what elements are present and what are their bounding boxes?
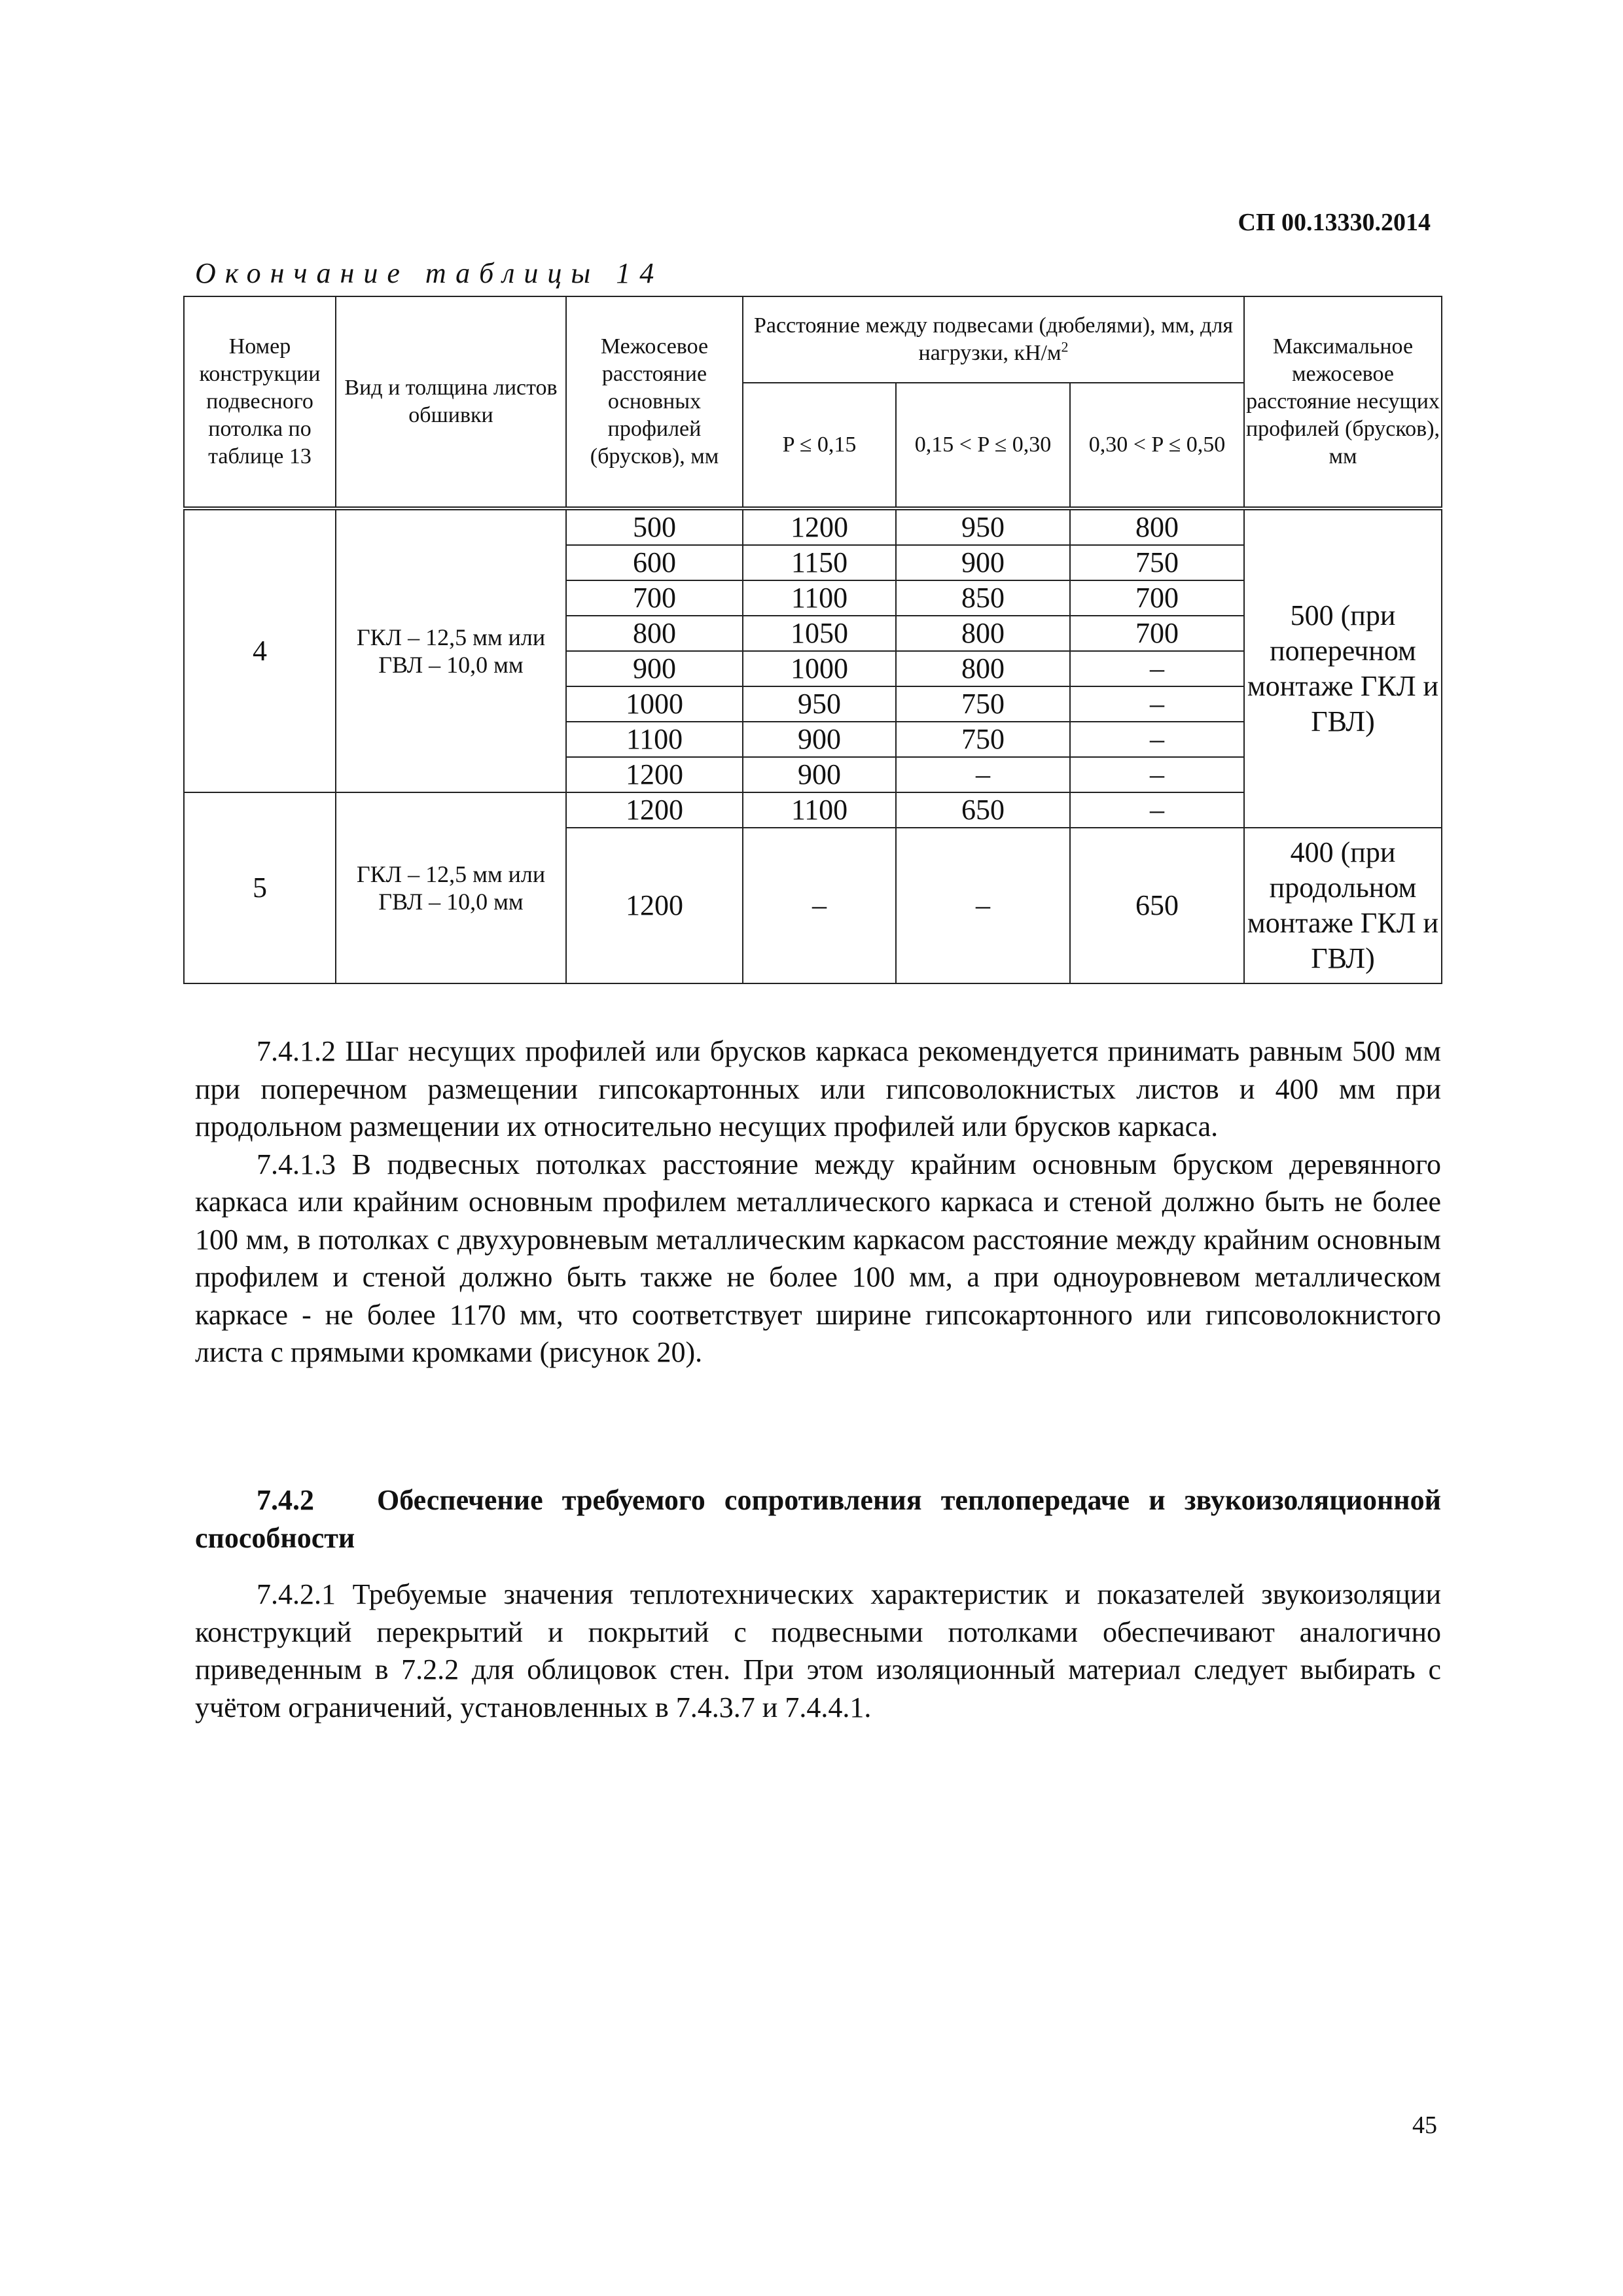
table-cell: 650	[896, 792, 1070, 828]
table-cell: 800	[1070, 508, 1244, 545]
table-row	[184, 508, 1442, 545]
max-spacing-note-cell: 400 (при продольном монтаже ГКЛ и ГВЛ)	[1244, 828, 1442, 983]
table-cell: 800	[896, 616, 1070, 651]
table-cell: 900	[743, 757, 896, 792]
table-cell: 700	[1070, 616, 1244, 651]
header-load-range-1: P ≤ 0,15	[743, 383, 896, 508]
table-cell: 1200	[743, 508, 896, 545]
table-caption: Окончание таблицы 14	[195, 257, 664, 289]
max-spacing-note-cell: 500 (при поперечном монтаже ГКЛ и ГВЛ)	[1244, 508, 1442, 828]
paragraph-7-4-1-2: 7.4.1.2 Шаг несущих профилей или брусков каркаса рекомендуется принимать равным 500 мм при поперечном размещении гипсокартонных или гипсоволокнистых листов и 400 мм при продольном размещении их относительно несущих профилей или брусков каркаса.	[195, 1035, 1441, 1142]
paragraph-group-1	[195, 1033, 1441, 1371]
table-cell: –	[1070, 792, 1244, 828]
section-heading	[195, 1481, 1441, 1557]
paragraph-group-2	[195, 1576, 1441, 1726]
table-cell: 750	[896, 686, 1070, 722]
table-cell: 800	[896, 651, 1070, 686]
header-sheet-type: Вид и толщина листов обшивки	[336, 296, 566, 508]
document-code: СП 00.13330.2014	[1238, 209, 1431, 236]
table-cell: 1050	[743, 616, 896, 651]
header-load-range-3: 0,30 < P ≤ 0,50	[1070, 383, 1244, 508]
section-title: Обеспечение требуемого сопротивления теплопередаче и звукоизоляционной способности	[195, 1484, 1441, 1554]
page-number: 45	[1412, 2111, 1437, 2139]
table-cell: –	[896, 828, 1070, 983]
table-cell: 600	[566, 545, 743, 580]
table-cell: 1200	[566, 792, 743, 828]
table-cell: –	[1070, 722, 1244, 757]
table-cell: 900	[896, 545, 1070, 580]
table-cell: –	[743, 828, 896, 983]
section-number: 7.4.2	[257, 1484, 314, 1516]
paragraph-7-4-1-3: 7.4.1.3 В подвесных потолках расстояние между крайним основным бруском деревянного каркаса или крайним основным профилем металлического каркаса и стеной должно быть не более 100 мм, в потолках с двухуровневым металлическим каркасом расстояние между крайним основным профилем и стеной должно быть также не более 100 мм, а при одноуровневом металлическом каркасе - не более 1170 мм, что соответствует ширине гипсокартонного или гипсоволокнистого листа с прямыми кромками (рисунок 20).	[195, 1148, 1441, 1368]
table-cell: 750	[1070, 545, 1244, 580]
header-max-bearing-spacing: Максимальное межосевое расстояние несущих профилей (брусков), мм	[1244, 296, 1442, 508]
table-cell: 1100	[566, 722, 743, 757]
table-cell: –	[1070, 757, 1244, 792]
construction-number-cell: 5	[184, 792, 336, 983]
table-cell: 750	[896, 722, 1070, 757]
header-hanger-distance: Расстояние между подвесами (дюбелями), мм, для нагрузки, $кН/м^2$	[743, 296, 1244, 383]
table-cell: 1200	[566, 828, 743, 983]
header-load-range-2: 0,15 < P ≤ 0,30	[896, 383, 1070, 508]
construction-number-cell: 4	[184, 508, 336, 792]
table-cell: 1000	[743, 651, 896, 686]
table-cell: 700	[566, 580, 743, 616]
table-cell: 900	[743, 722, 896, 757]
header-main-profile-spacing: Межосевое расстояние основных профилей (брусков), мм	[566, 296, 743, 508]
table-cell: 1200	[566, 757, 743, 792]
table-cell: 950	[896, 508, 1070, 545]
table-cell: 1150	[743, 545, 896, 580]
table-cell: 1100	[743, 792, 896, 828]
paragraph-7-4-2-1: 7.4.2.1 Требуемые значения теплотехнических характеристик и показателей звукоизоляции конструкций перекрытий и покрытий с подвесными потолками обеспечивают аналогично приведенным в 7.2.2 для облицовок стен. При этом изоляционный материал следует выбирать с учётом ограничений, установленных в 7.4.3.7 и 7.4.4.1.	[195, 1578, 1441, 1723]
table-cell: 800	[566, 616, 743, 651]
table-cell: 1100	[743, 580, 896, 616]
table-cell: 1000	[566, 686, 743, 722]
table-cell: –	[896, 757, 1070, 792]
table-cell: –	[1070, 651, 1244, 686]
sheet-type-cell: ГКЛ – 12,5 мм или ГВЛ – 10,0 мм	[336, 792, 566, 983]
header-construction-number: Номер конструкции подвесного потолка по таблице 13	[184, 296, 336, 508]
table-cell: 500	[566, 508, 743, 545]
table-cell: 700	[1070, 580, 1244, 616]
table-cell: –	[1070, 686, 1244, 722]
sheet-type-cell: ГКЛ – 12,5 мм или ГВЛ – 10,0 мм	[336, 508, 566, 792]
table-cell: 900	[566, 651, 743, 686]
table-cell: 850	[896, 580, 1070, 616]
suspension-spacing-table	[183, 296, 1442, 984]
table-cell: 650	[1070, 828, 1244, 983]
table-cell: 950	[743, 686, 896, 722]
